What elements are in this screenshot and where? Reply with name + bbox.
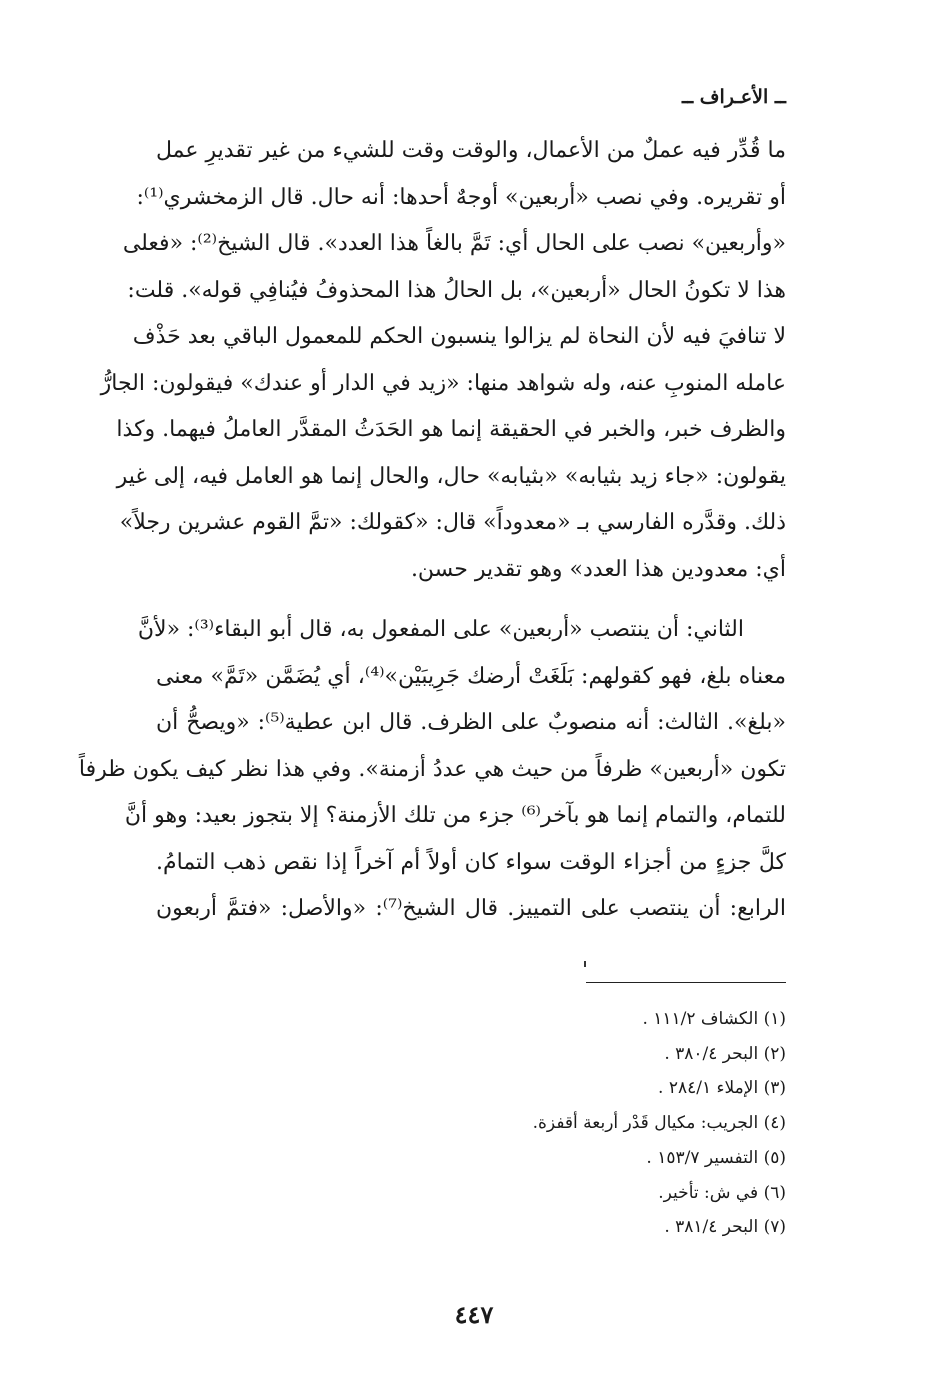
footnote: (٣) الإملاء ٢٨٤/١ .	[658, 1078, 786, 1099]
text-line: عامله المنوبِ عنه، وله شواهد منها: «زيد في الدار أو عندك» فيقولون: الجارُّ	[100, 370, 786, 396]
footnote: (٤) الجريب: مكيال قَدْر أربعة أقفزة.	[532, 1113, 786, 1134]
footnote: (٢) البحر ٣٨٠/٤ .	[664, 1043, 786, 1064]
paragraph-gap	[156, 593, 786, 607]
footnote: (٥) التفسير ١٥٣/٧ .	[646, 1147, 786, 1168]
main-text	[78, 128, 787, 933]
text-line: أو تقريره. وفي نصب «أربعين» أوجهٌ أحدها: أنه حال. قال الزمخشري⁽¹⁾:	[136, 184, 786, 210]
ink-mark	[584, 961, 586, 967]
text-line: الرابع: أن ينتصب على التمييز. قال الشيخ⁽⁷⁾: «والأصل: «فتمَّ أربعون	[156, 896, 786, 921]
text-line: هذا لا تكونُ الحال «أربعين»، بل الحالُ هذا المحذوفُ فيُنافِي قوله». قلت:	[127, 277, 786, 303]
footnote: (٦) في ش: تأخير.	[658, 1182, 786, 1203]
text-line: «وأربعين» نصب على الحال أي: تَمَّ بالغاً هذا العدد». قال الشيخ⁽²⁾: «فعلى	[122, 231, 786, 256]
text-line: والظرف خبر، والخبر في الحقيقة إنما هو الحَدَثُ المقدَّر العاملُ فيهما. وكذا	[116, 417, 786, 442]
text-line: كلَّ جزءٍ من أجزاء الوقت سواء كان أولاً أم آخراً إذا نقص ذهب التمامُ.	[156, 849, 786, 875]
text-line: لا تنافيَ فيه لأن النحاة لم يزالوا ينسبون الحكم للمعمول الباقي بعد حَذْف	[132, 324, 786, 349]
text-line: «بلغ». الثالث: أنه منصوبٌ على الظرف. قال ابن عطية⁽⁵⁾: «ويصحُّ أن	[156, 710, 787, 735]
text-line: أي: معدودين هذا العدد» وهو تقدير حسن.	[410, 556, 786, 582]
footnote: (١) الكشاف ١١١/٢ .	[642, 1009, 786, 1029]
footnotes	[156, 1002, 786, 1245]
text-line: معناه بلغ، فهو كقولهم: بَلَغَتْ أرضك جَرِيبَيْن»⁽⁴⁾، أي يُضَمَّن «تَمَّ» معنى	[156, 663, 786, 689]
text-line: ذلك. وقدَّره الفارسي بـ «معدوداً» قال: «كقولك: «تمَّ القوم عشرين رجلاً»	[119, 510, 786, 535]
text-line: ما قُدِّر فيه عملٌ من الأعمال، والوقت وقت للشيء من غير تقديرِ عمل	[156, 138, 786, 163]
running-header: ــ الأعـراف ــ	[682, 86, 786, 108]
page-number: ٤٤٧	[454, 1300, 494, 1329]
footnote-separator	[586, 982, 786, 983]
text-line: تكون «أربعين» ظرفاً من حيث هي عددُ أزمنة». وفي هذا نظر كيف يكون ظرفاً	[78, 756, 786, 782]
text-line: للتمام، والتمام إنما هو بآخر⁽⁶⁾ جزء من تلك الأزمنة؟ إلا بتجوز بعيد: وهو أنَّ	[124, 803, 786, 828]
footnote: (٧) البحر ٣٨١/٤ .	[664, 1217, 786, 1238]
text-line: يقولون: «جاء زيد بثيابه» «بثيابه» حال، والحال إنما هو العامل فيه، إلى غير	[116, 463, 786, 489]
text-line: الثاني: أن ينتصب «أربعين» على المفعول به، قال أبو البقاء⁽³⁾: «لأنَّ	[137, 617, 744, 642]
